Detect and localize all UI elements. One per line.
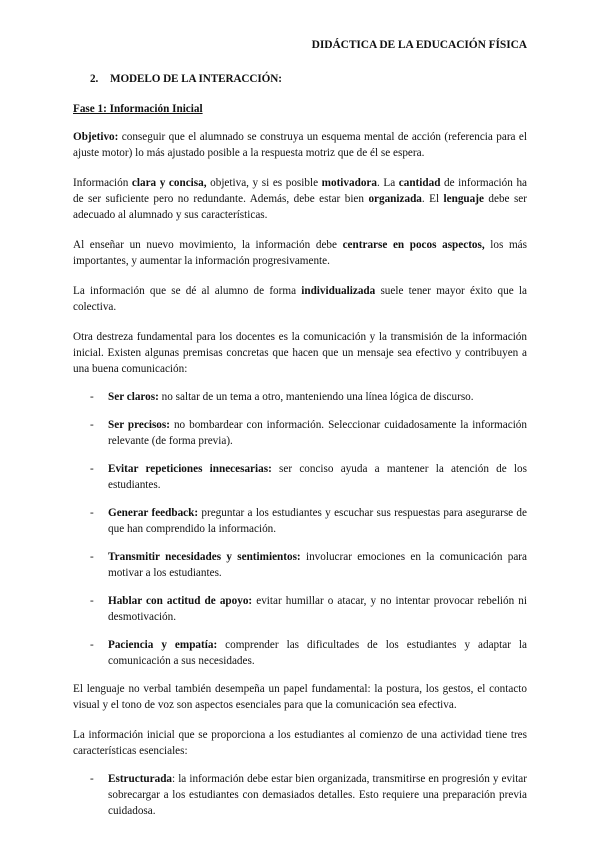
- list-item-label: Hablar con actitud de apoyo:: [108, 595, 253, 607]
- info-text-3: . La: [376, 177, 399, 189]
- characteristics-list: [73, 771, 527, 819]
- info-text-6: debe ser adecuado al alumnado y sus características.: [73, 193, 527, 221]
- list-dash: -: [90, 773, 94, 785]
- list-item-text: preguntar a los estudiantes y escuchar sus respuestas para asegurarse de que han comprendido la información.: [108, 507, 527, 535]
- teach-paragraph: [73, 237, 527, 269]
- info-bold-1: clara y concisa,: [131, 177, 207, 189]
- info-text-5: . El: [421, 193, 444, 205]
- individual-text-1: La información que se dé al alumno de forma: [73, 285, 302, 297]
- list-dash: -: [90, 639, 94, 651]
- info-text-1: Información: [73, 177, 132, 189]
- list-item-text: evitar humillar o atacar, y no intentar provocar rebelión ni desmotivación.: [108, 595, 528, 623]
- list-item: [73, 461, 527, 493]
- list-item: [73, 593, 527, 625]
- list-dash: -: [90, 463, 94, 475]
- list-item: [73, 549, 527, 581]
- list-item: [73, 637, 527, 669]
- list-dash: -: [90, 507, 94, 519]
- premises-list: [73, 389, 527, 669]
- individual-paragraph: [73, 283, 527, 315]
- list-item: [73, 505, 527, 537]
- list-dash: -: [90, 419, 94, 431]
- list-dash: -: [90, 551, 94, 563]
- phase-title: Fase 1: Información Inicial: [73, 103, 203, 115]
- list-item: [73, 417, 527, 449]
- teach-text-1: Al enseñar un nuevo movimiento, la información debe: [73, 239, 343, 251]
- list-item-label: Ser claros:: [108, 391, 159, 403]
- page-header: DIDÁCTICA DE LA EDUCACIÓN FÍSICA: [311, 39, 527, 51]
- list-dash: -: [90, 391, 94, 403]
- skills-paragraph: Otra destreza fundamental para los docentes es la comunicación y la transmisión de la información inicial. Existen algunas premisas concretas que hacen que un mensaje sea efectivo y contribuyen a una buena comunicación:: [73, 331, 527, 375]
- section-number: 2.: [90, 73, 99, 85]
- info-bold-3: cantidad: [398, 177, 441, 189]
- section-title: [90, 71, 527, 87]
- list-item-text: : la información debe estar bien organizada, transmitirse en progresión y evitar sobrecargar a los estudiantes con demasiados detalles. Esto requiere una preparación previa cuidadosa.: [108, 773, 527, 817]
- list-item-label: Generar feedback:: [108, 507, 199, 519]
- info-bold-4: organizada: [368, 193, 422, 205]
- info-text-2: objetiva, y si es posible: [206, 177, 322, 189]
- section-title-text: MODELO DE LA INTERACCIÓN:: [110, 73, 282, 85]
- list-item-label: Estructurada: [108, 773, 173, 785]
- list-item-text: involucrar emociones en la comunicación para motivar a los estudiantes.: [108, 551, 527, 579]
- list-item-text: comprender las dificultades de los estudiantes y adaptar la comunicación a sus necesidades.: [108, 639, 527, 667]
- initial-info-paragraph: La información inicial que se proporciona a los estudiantes al comienzo de una actividad tiene tres características esenciales:: [73, 729, 527, 757]
- objective-text: conseguir que el alumnado se construya un esquema mental de acción (referencia para el ajuste motor) lo más ajustado posible a la respuesta motriz que de él se espera.: [73, 131, 527, 159]
- list-item-label: Ser precisos:: [108, 419, 170, 431]
- teach-text-2: los más importantes, y aumentar la información progresivamente.: [73, 239, 527, 267]
- list-item-label: Evitar repeticiones innecesarias:: [108, 463, 272, 475]
- list-item-text: no bombardear con información. Seleccionar cuidadosamente la información relevante (de forma previa).: [108, 419, 527, 447]
- nonverbal-paragraph: El lenguaje no verbal también desempeña un papel fundamental: la postura, los gestos, el contacto visual y el tono de voz son aspectos esenciales para que la comunicación sea efectiva.: [73, 683, 527, 711]
- list-item: [73, 389, 527, 405]
- info-text-4: de información ha de ser suficiente pero no redundante. Además, debe estar bien: [73, 177, 528, 205]
- list-item-label: Transmitir necesidades y sentimientos:: [108, 551, 301, 563]
- objective-paragraph: [73, 129, 527, 161]
- list-dash: -: [90, 595, 94, 607]
- info-paragraph: [73, 175, 527, 223]
- list-item-label: Paciencia y empatía:: [108, 639, 218, 651]
- info-bold-2: motivadora: [321, 177, 377, 189]
- info-bold-5: lenguaje: [443, 193, 484, 205]
- list-item-text: ser conciso ayuda a mantener la atención de los estudiantes.: [108, 463, 527, 491]
- objective-label: Objetivo:: [73, 131, 119, 143]
- individual-text-2: suele tener mayor éxito que la colectiva.: [73, 285, 527, 313]
- list-item: [73, 771, 527, 819]
- list-item-text: no saltar de un tema a otro, manteniendo una línea lógica de discurso.: [158, 391, 474, 403]
- teach-bold-1: centrarse en pocos aspectos,: [342, 239, 485, 251]
- individual-bold-1: individualizada: [301, 285, 376, 297]
